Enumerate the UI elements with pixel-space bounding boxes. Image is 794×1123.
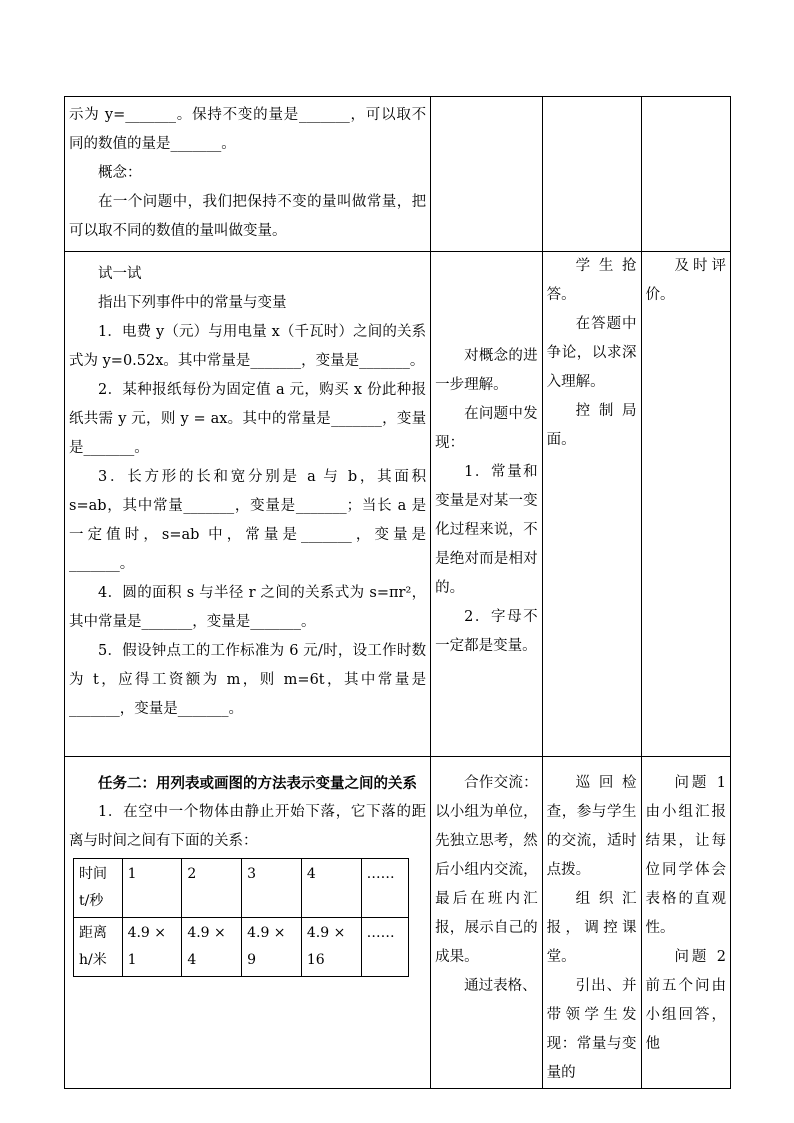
text-line: 在答题中争论，以求深入理解。 bbox=[546, 316, 637, 390]
text-line: 2．字母不一定都是变量。 bbox=[435, 609, 538, 654]
text-line: 及时评价。 bbox=[645, 258, 726, 303]
exercise-subtitle: 指出下列事件中的常量与变量 bbox=[98, 295, 287, 311]
table-cell: 2 bbox=[182, 859, 242, 918]
table-row bbox=[65, 252, 731, 757]
table-cell: 4.9 × 4 bbox=[182, 918, 242, 977]
exercise-item: 3．长方形的长和宽分别是 a 与 b，其面积 s=ab，其中常量_______，变量是_______；当长 a 是一定值时，s=ab 中，常量是_______，变量是_______。 bbox=[69, 469, 427, 572]
teacher-activity-cell bbox=[542, 757, 641, 1089]
exercise-item: 4．圆的面积 s 与半径 r 之间的关系式为 s=πr²，其中常量是_______，变量是_______。 bbox=[69, 585, 427, 630]
task-item: 1．在空中一个物体由静止开始下落，它下落的距离与时间之间有下面的关系： bbox=[69, 804, 427, 849]
text-line: 学生抢答。 bbox=[546, 258, 637, 303]
table-cell: 距离 h/米 bbox=[74, 918, 123, 977]
table-row bbox=[74, 918, 409, 977]
concept-definition: 在一个问题中，我们把保持不变的量叫做常量，把可以取不同的数值的量叫做变量。 bbox=[69, 194, 427, 239]
table-cell: 4 bbox=[301, 859, 361, 918]
table-row bbox=[74, 859, 409, 918]
task-cell bbox=[65, 757, 431, 1089]
table-cell: …… bbox=[361, 859, 408, 918]
text-line: 组织汇报，调控课堂。 bbox=[546, 891, 637, 965]
lesson-plan-table bbox=[64, 96, 731, 1089]
table-row bbox=[65, 757, 731, 1089]
design-intent-cell bbox=[431, 252, 543, 757]
student-activity-cell bbox=[431, 757, 543, 1089]
empty-cell bbox=[431, 97, 543, 252]
task-title: 任务二：用列表或画图的方法表示变量之间的关系 bbox=[98, 775, 417, 792]
evaluation-cell bbox=[641, 252, 730, 757]
table-cell: 4.9 × 9 bbox=[242, 918, 302, 977]
table-cell: 3 bbox=[242, 859, 302, 918]
text-line: 引出、并带领学生发现：常量与变量的 bbox=[546, 978, 637, 1081]
concept-heading: 概念： bbox=[98, 165, 142, 181]
evaluation-cell bbox=[641, 757, 730, 1089]
table-cell: 时间 t/秒 bbox=[74, 859, 123, 918]
table-cell: 4.9 × 16 bbox=[301, 918, 361, 977]
text-line: 1．常量和变量是对某一变化过程来说，不是绝对而是相对的。 bbox=[435, 464, 538, 596]
exercise-item: 5．假设钟点工的工作标准为 6 元/时，设工作时数为 t，应得工资额为 m，则 m=6t，其中常量是_______，变量是_______。 bbox=[69, 643, 427, 717]
text-line: 巡回检查，参与学生的交流，适时点拨。 bbox=[546, 775, 637, 878]
table-row bbox=[65, 97, 731, 252]
text-line: 在问题中发现： bbox=[435, 406, 538, 451]
table-cell: 4.9 × 1 bbox=[122, 918, 182, 977]
teacher-activity-cell bbox=[542, 252, 641, 757]
exercise-item: 1．电费 y（元）与用电量 x（千瓦时）之间的关系式为 y=0.52x。其中常量是_______，变量是_______。 bbox=[69, 324, 427, 369]
text-line: 问题 1 由小组汇报结果，让每位同学体会表格的直观性。 bbox=[645, 775, 726, 936]
text-line: 问题 2 前五个问由小组回答，他 bbox=[645, 949, 726, 1052]
text-line: 通过表格、 bbox=[464, 978, 537, 994]
table-cell: …… bbox=[361, 918, 408, 977]
fall-distance-table bbox=[73, 858, 409, 977]
empty-cell bbox=[641, 97, 730, 252]
concept-cell bbox=[65, 97, 431, 252]
page bbox=[64, 96, 731, 1089]
exercise-item: 2．某种报纸每份为固定值 a 元，购买 x 份此种报纸共需 y 元，则 y = ax。其中的常量是_______，变量是_______。 bbox=[69, 382, 427, 456]
exercise-cell bbox=[65, 252, 431, 757]
exercise-title: 试一试 bbox=[98, 266, 142, 282]
table-cell: 1 bbox=[122, 859, 182, 918]
empty-cell bbox=[542, 97, 641, 252]
text-line: 示为 y=_______。保持不变的量是_______，可以取不同的数值的量是_______。 bbox=[69, 107, 427, 152]
text-line: 对概念的进一步理解。 bbox=[435, 348, 538, 393]
text-line: 合作交流：以小组为单位，先独立思考，然后小组内交流，最后在班内汇报，展示自己的成果。 bbox=[435, 775, 538, 965]
text-line: 控制局面。 bbox=[546, 403, 637, 448]
